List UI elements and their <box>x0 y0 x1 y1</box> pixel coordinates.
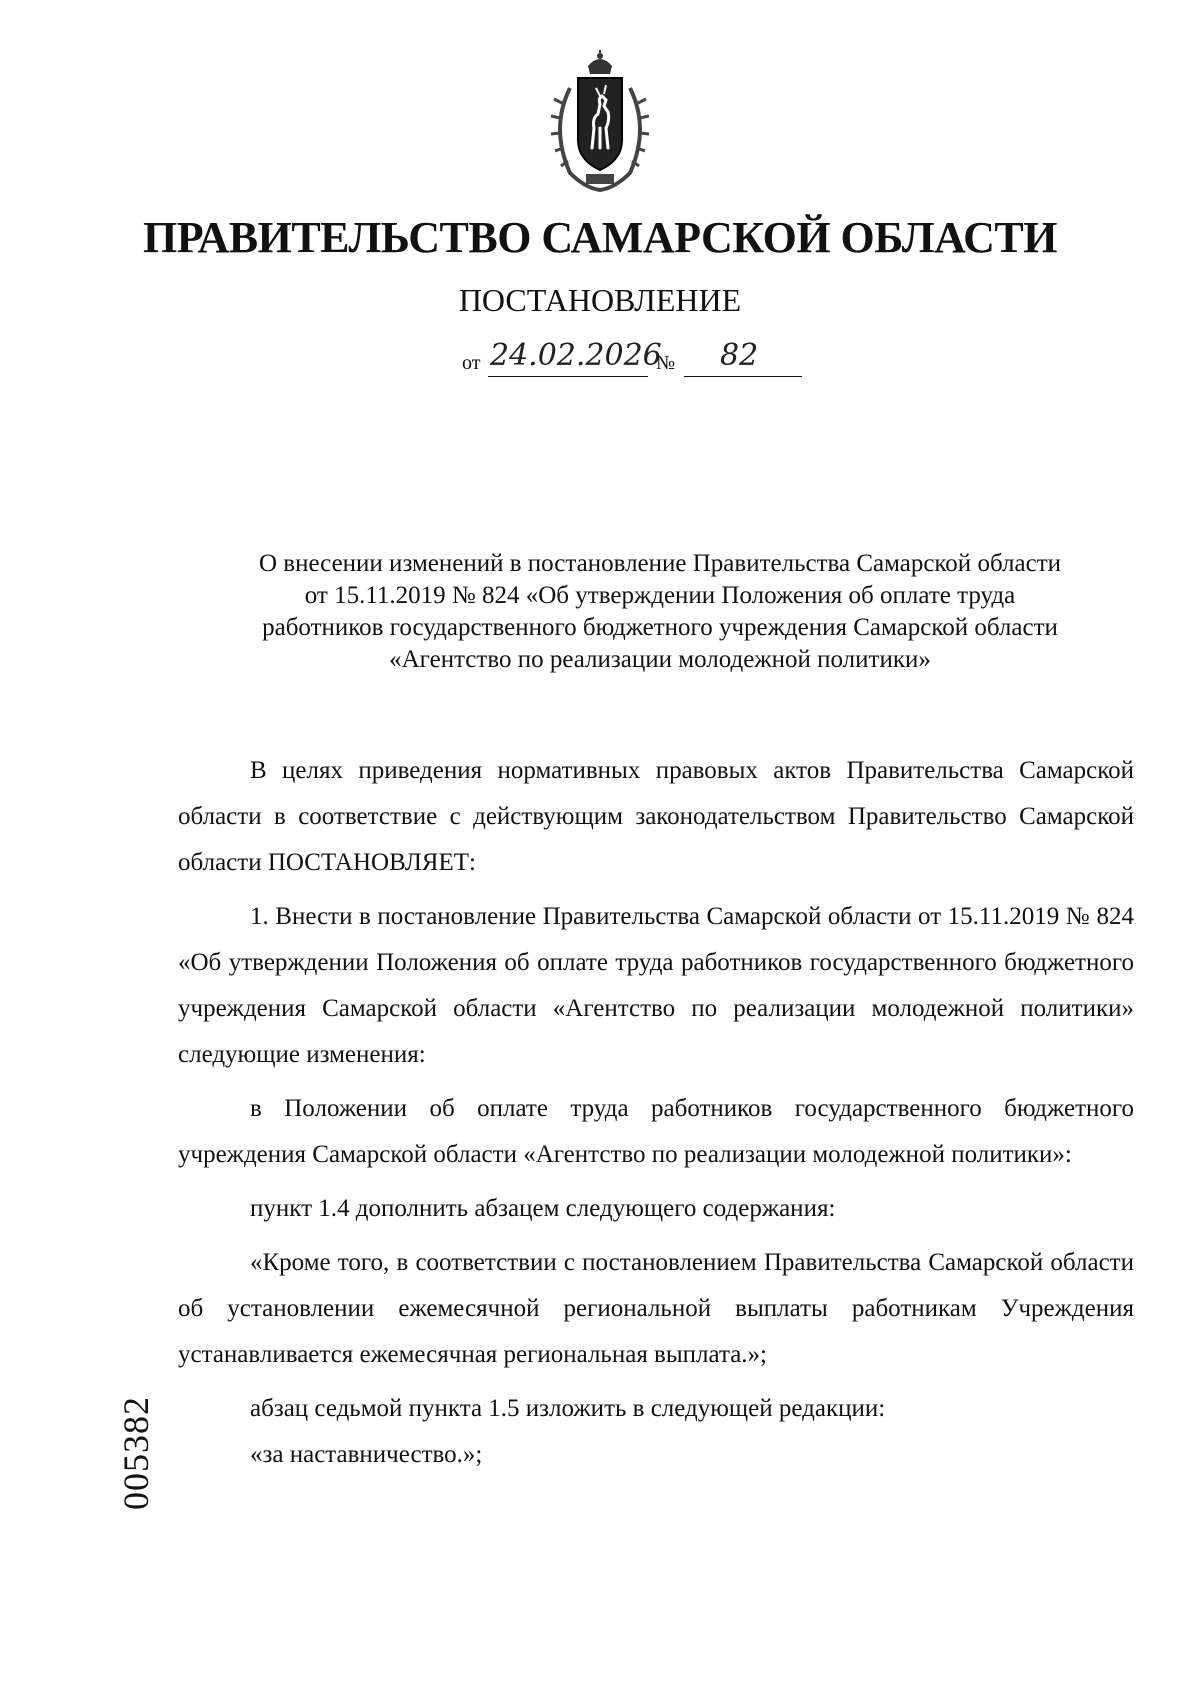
body-paragraph: В целях приведения нормативных правовых актов Правительства Самарской области в соответствие с действующим законодательством Правительство Самарской области ПОСТАНОВЛЯЕТ: <box>178 757 1134 876</box>
date-handwritten: 24.02.2026 <box>490 338 662 373</box>
org-title: ПРАВИТЕЛЬСТВО САМАРСКОЙ ОБЛАСТИ <box>143 213 1057 262</box>
number-underline <box>684 376 802 377</box>
body-paragraph: абзац седьмой пункта 1.5 изложить в следующей редакции: <box>250 1395 886 1422</box>
document-subject <box>180 548 1140 676</box>
date-prefix: от <box>462 352 481 374</box>
coat-of-arms-icon <box>540 48 660 198</box>
document-body <box>178 748 1134 1478</box>
subject-line: «Агентство по реализации молодежной политики» <box>389 646 931 673</box>
date-number-line <box>462 338 862 378</box>
number-handwritten: 82 <box>720 338 759 373</box>
body-paragraph: 1. Внести в постановление Правительства Самарской области от 15.11.2019 № 824 «Об утверждении Положения об оплате труда работников государственного бюджетного учреждения Самарской области «Агентство по реализации молодежной политики» следующие изменения: <box>178 903 1134 1068</box>
body-paragraph: пункт 1.4 дополнить абзацем следующего содержания: <box>250 1195 836 1222</box>
serial-number: 005382 <box>116 1396 156 1510</box>
number-prefix: № <box>656 352 676 374</box>
body-paragraph: «за наставничество.»; <box>250 1441 483 1468</box>
body-paragraph: «Кроме того, в соответствии с постановлением Правительства Самарской области об установлении ежемесячной региональной выплаты работникам Учреждения устанавливается ежемесячная региональная выплата.»; <box>178 1249 1134 1368</box>
doc-type: ПОСТАНОВЛЕНИЕ <box>458 282 742 318</box>
subject-line: от 15.11.2019 № 824 «Об утверждении Положения об оплате труда <box>304 582 1016 609</box>
subject-line: О внесении изменений в постановление Правительства Самарской области <box>258 550 1062 577</box>
date-underline <box>488 376 648 377</box>
subject-line: работников государственного бюджетного учреждения Самарской области <box>262 614 1058 641</box>
body-paragraph: в Положении об оплате труда работников государственного бюджетного учреждения Самарской области «Агентство по реализации молодежной политики»: <box>178 1095 1134 1168</box>
